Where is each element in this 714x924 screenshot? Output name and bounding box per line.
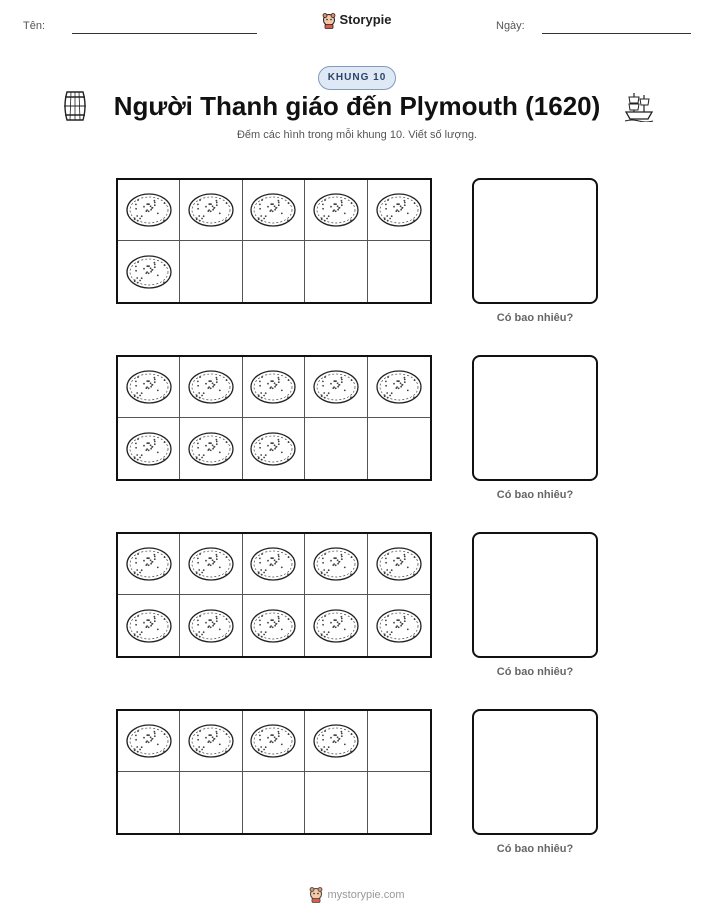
biscuit-icon <box>125 254 173 290</box>
ten-frame-cell <box>305 180 367 241</box>
ten-frame-cell <box>305 534 367 595</box>
biscuit-icon <box>249 431 297 467</box>
ten-frame-row <box>0 178 714 338</box>
ten-frame-cell <box>243 534 305 595</box>
biscuit-icon <box>125 192 173 228</box>
answer-prompt: Có bao nhiêu? <box>496 843 574 855</box>
ten-frame-row <box>0 532 714 692</box>
answer-prompt: Có bao nhiêu? <box>496 312 574 324</box>
storypie-logo-icon <box>322 13 336 29</box>
biscuit-icon <box>125 546 173 582</box>
ten-frame <box>116 178 432 304</box>
biscuit-icon <box>125 723 173 759</box>
ten-frame-cell <box>368 534 430 595</box>
ten-frame-cell <box>305 418 367 479</box>
answer-box[interactable] <box>472 178 598 304</box>
biscuit-icon <box>375 608 423 644</box>
biscuit-icon <box>312 608 360 644</box>
name-field[interactable] <box>72 33 257 34</box>
biscuit-icon <box>187 431 235 467</box>
ten-frame-cell <box>368 180 430 241</box>
ten-frame-cell <box>305 241 367 302</box>
date-label: Ngày: <box>496 20 525 32</box>
biscuit-icon <box>249 608 297 644</box>
brand-name: Storypie <box>339 12 392 27</box>
ten-frame-cell <box>368 418 430 479</box>
biscuit-icon <box>187 608 235 644</box>
biscuit-icon <box>312 192 360 228</box>
ten-frame-cell <box>118 241 180 302</box>
ten-frame-cell <box>368 595 430 656</box>
biscuit-icon <box>375 546 423 582</box>
ten-frame-cell <box>180 772 242 833</box>
biscuit-icon <box>125 608 173 644</box>
page-title: Người Thanh giáo đến Plymouth (1620) <box>113 91 601 121</box>
answer-prompt: Có bao nhiêu? <box>496 489 574 501</box>
ten-frame-cell <box>118 180 180 241</box>
ten-frame <box>116 709 432 835</box>
ten-frame <box>116 355 432 481</box>
answer-prompt: Có bao nhiêu? <box>496 666 574 678</box>
ten-frame-cell <box>243 595 305 656</box>
ten-frame-cell <box>305 595 367 656</box>
biscuit-icon <box>312 723 360 759</box>
biscuit-icon <box>187 546 235 582</box>
ten-frame-cell <box>305 357 367 418</box>
biscuit-icon <box>125 431 173 467</box>
ten-frame-cell <box>368 357 430 418</box>
ten-frame <box>116 532 432 658</box>
biscuit-icon <box>187 192 235 228</box>
answer-box[interactable] <box>472 355 598 481</box>
ten-frame-cell <box>180 180 242 241</box>
ship-icon <box>624 90 654 122</box>
name-label: Tên: <box>23 20 46 32</box>
biscuit-icon <box>125 369 173 405</box>
date-field[interactable] <box>542 33 691 34</box>
ten-frame-cell <box>180 534 242 595</box>
ten-frame-badge: KHUNG 10 <box>318 66 396 90</box>
instructions: Đếm các hình trong mỗi khung 10. Viết số lượng. <box>236 129 477 141</box>
ten-frame-cell <box>118 711 180 772</box>
ten-frame-cell <box>243 180 305 241</box>
biscuit-icon <box>187 369 235 405</box>
ten-frame-cell <box>180 595 242 656</box>
ten-frame-cell <box>118 534 180 595</box>
biscuit-icon <box>375 192 423 228</box>
ten-frame-cell <box>243 357 305 418</box>
biscuit-icon <box>249 369 297 405</box>
ten-frame-cell <box>368 772 430 833</box>
ten-frame-cell <box>118 595 180 656</box>
ten-frame-cell <box>180 711 242 772</box>
answer-box[interactable] <box>472 532 598 658</box>
ten-frame-cell <box>243 241 305 302</box>
ten-frame-row <box>0 709 714 869</box>
ten-frame-row <box>0 355 714 515</box>
biscuit-icon <box>249 723 297 759</box>
biscuit-icon <box>249 546 297 582</box>
biscuit-icon <box>312 369 360 405</box>
ten-frame-cell <box>305 711 367 772</box>
ten-frame-cell <box>118 772 180 833</box>
ten-frame-cell <box>368 241 430 302</box>
biscuit-icon <box>375 369 423 405</box>
ten-frame-cell <box>180 418 242 479</box>
ten-frame-cell <box>305 772 367 833</box>
ten-frame-cell <box>118 418 180 479</box>
biscuit-icon <box>249 192 297 228</box>
ten-frame-cell <box>180 241 242 302</box>
answer-box[interactable] <box>472 709 598 835</box>
ten-frame-cell <box>368 711 430 772</box>
ten-frame-cell <box>243 418 305 479</box>
storypie-logo-icon <box>309 887 323 903</box>
ten-frame-cell <box>118 357 180 418</box>
ten-frame-cell <box>243 772 305 833</box>
footer-url: mystorypie.com <box>327 888 405 901</box>
biscuit-icon <box>312 546 360 582</box>
biscuit-icon <box>187 723 235 759</box>
ten-frame-cell <box>243 711 305 772</box>
ten-frame-cell <box>180 357 242 418</box>
footer <box>0 887 714 903</box>
worksheet-header <box>0 0 714 50</box>
brand <box>0 12 714 29</box>
